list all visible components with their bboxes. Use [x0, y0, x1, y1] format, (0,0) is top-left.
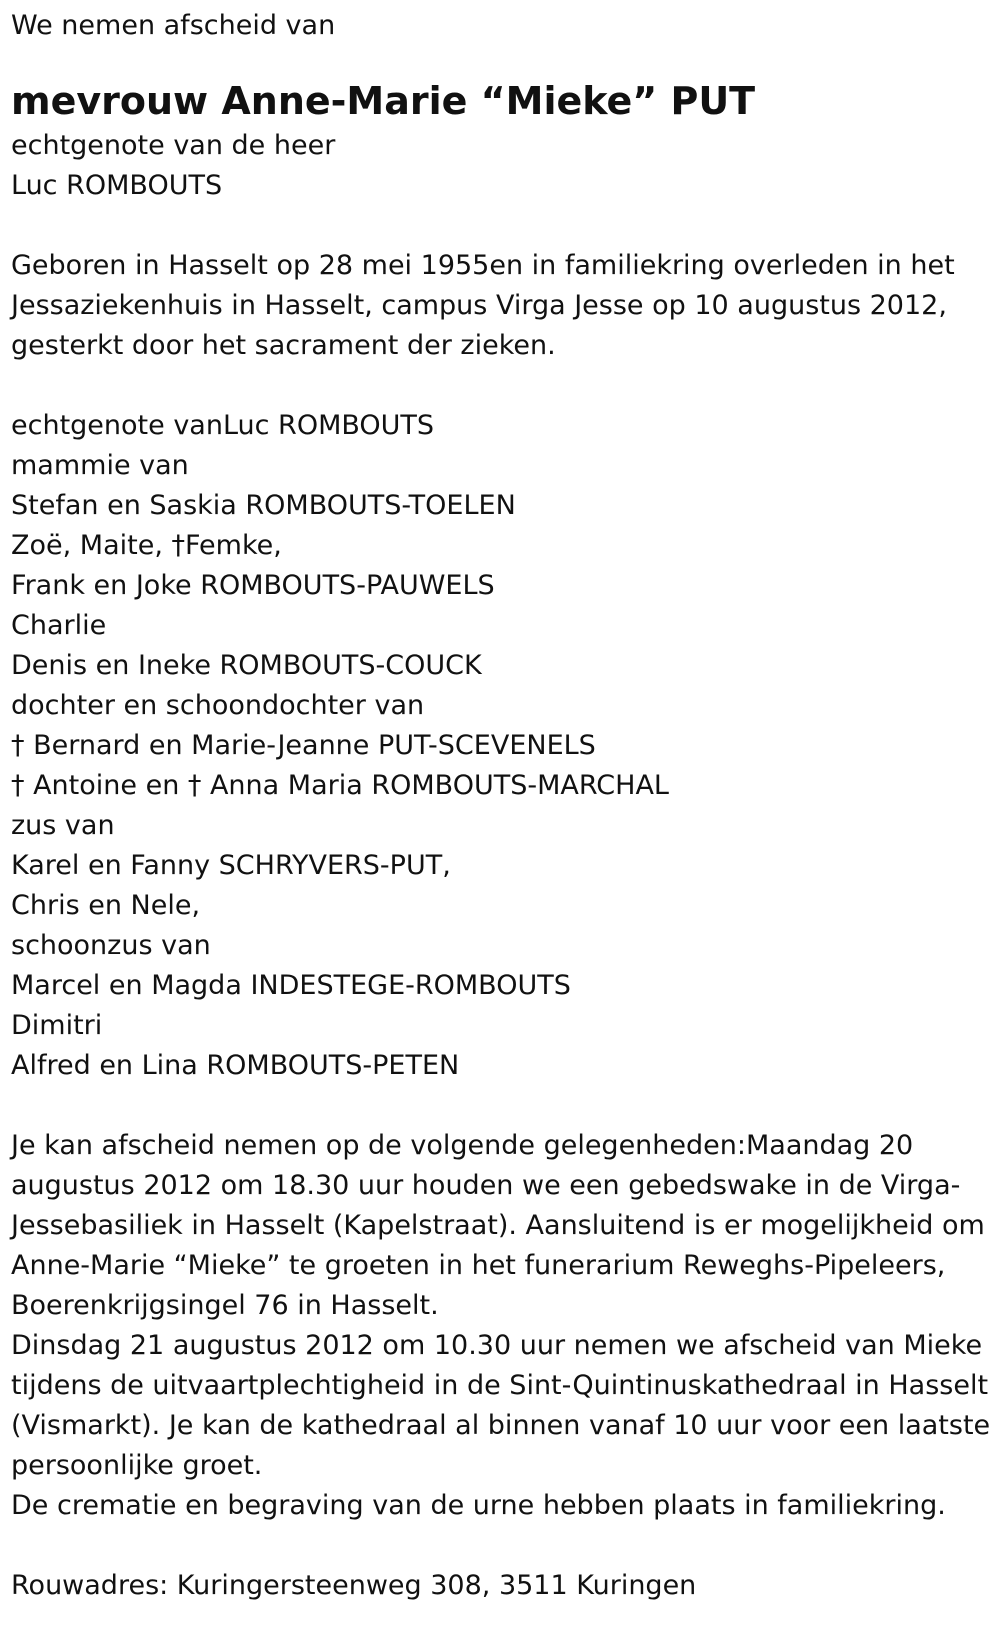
family-line: Marcel en Magda INDESTEGE-ROMBOUTS: [11, 970, 571, 1001]
family-line: dochter en schoondochter van: [11, 690, 425, 721]
spouse-intro: [11, 126, 1000, 206]
ceremony-line: (Vismarkt). Je kan de kathedraal al binnen vanaf 10 uur voor een laatste: [11, 1410, 991, 1441]
family-line: Alfred en Lina ROMBOUTS-PETEN: [11, 1050, 460, 1081]
family-list: [11, 406, 1000, 1086]
ceremony-line: augustus 2012 om 18.30 uur houden we een gebedswake in de Virga-: [11, 1170, 961, 1201]
ceremony-line: Jessebasiliek in Hasselt (Kapelstraat). Aansluitend is er mogelijkheid om: [11, 1210, 985, 1241]
family-line: Chris en Nele,: [11, 890, 201, 921]
family-line: schoonzus van: [11, 930, 211, 961]
deceased-name: mevrouw Anne-Marie “Mieke” PUT: [11, 79, 756, 123]
ceremony-line: Boerenkrijgsingel 76 in Hasselt.: [11, 1290, 439, 1321]
spacer: [11, 1086, 1000, 1126]
family-line: mammie van: [11, 450, 189, 481]
family-line: Frank en Joke ROMBOUTS-PAUWELS: [11, 570, 495, 601]
spacer: [11, 206, 1000, 246]
family-line: † Bernard en Marie-Jeanne PUT-SCEVENELS: [11, 730, 596, 761]
spouse-intro-line: echtgenote van de heer: [11, 130, 336, 161]
spouse-intro-line: Luc ROMBOUTS: [11, 170, 223, 201]
mourning-address: Rouwadres: Kuringersteenweg 308, 3511 Kuringen: [11, 1570, 697, 1601]
family-line: Zoë, Maite, †Femke,: [11, 530, 282, 561]
spacer: [11, 1526, 1000, 1566]
ceremony-paragraph: [11, 1126, 1000, 1526]
spacer: [11, 366, 1000, 406]
family-line: zus van: [11, 810, 115, 841]
family-line: Karel en Fanny SCHRYVERS-PUT,: [11, 850, 451, 881]
birth-line: Jessaziekenhuis in Hasselt, campus Virga Jesse op 10 augustus 2012,: [11, 290, 947, 321]
ceremony-line: tijdens de uitvaartplechtigheid in de Sint-Quintinuskathedraal in Hasselt: [11, 1370, 989, 1401]
birth-line: Geboren in Hasselt op 28 mei 1955en in familiekring overleden in het: [11, 250, 955, 281]
family-line: Dimitri: [11, 1010, 103, 1041]
family-line: † Antoine en † Anna Maria ROMBOUTS-MARCHAL: [11, 770, 669, 801]
intro-text: We nemen afscheid van: [11, 10, 336, 41]
birth-line: gesterkt door het sacrament der zieken.: [11, 330, 556, 361]
family-line: Denis en Ineke ROMBOUTS-COUCK: [11, 650, 482, 681]
ceremony-line: Anne-Marie “Mieke” te groeten in het funerarium Reweghs-Pipeleers,: [11, 1250, 946, 1281]
ceremony-line: persoonlijke groet.: [11, 1450, 263, 1481]
family-line: Charlie: [11, 610, 107, 641]
ceremony-line: Je kan afscheid nemen op de volgende gelegenheden:Maandag 20: [11, 1130, 914, 1161]
birth-paragraph: [11, 246, 1000, 366]
family-line: echtgenote vanLuc ROMBOUTS: [11, 410, 435, 441]
ceremony-line: De crematie en begraving van de urne hebben plaats in familiekring.: [11, 1490, 946, 1521]
ceremony-line: Dinsdag 21 augustus 2012 om 10.30 uur nemen we afscheid van Mieke: [11, 1330, 983, 1361]
family-line: Stefan en Saskia ROMBOUTS-TOELEN: [11, 490, 516, 521]
